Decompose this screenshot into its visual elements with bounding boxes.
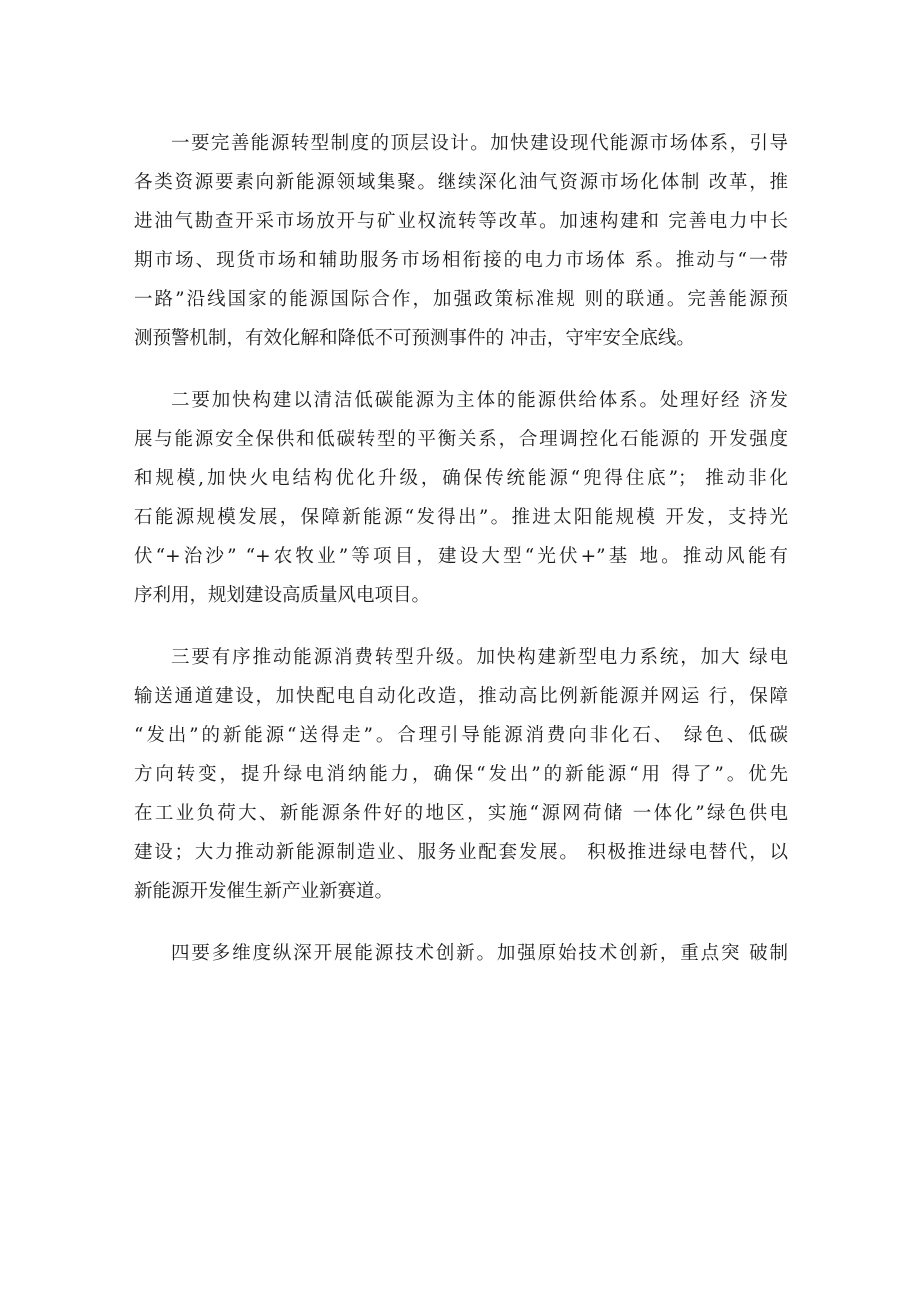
paragraph-3 [134,638,788,911]
document-body [134,124,788,973]
paragraph-2 [134,381,788,615]
paragraph-line: 序利用，规划建设高质量风电项目。 [134,585,431,606]
paragraph-line: 期市场、现货市场和辅助服务市场相衔接的电力市场体 系。推动与“一带 [134,250,788,271]
paragraph-4 [134,934,788,973]
paragraph-line: 测预警机制，有效化解和降低不可预测事件的 冲击，守牢安全底线。 [134,328,695,349]
paragraph-line: 和规模,加快火电结构优化升级，确保传统能源“兜得住底”； 推动非化 [134,468,788,489]
paragraph-1 [134,124,788,358]
paragraph-gap [134,615,788,638]
paragraph-line: 一路”沿线国家的能源国际合作，加强政策标准规 则的联通。完善能源预 [134,289,788,310]
paragraph-gap [134,911,788,934]
paragraph-line: 输送通道建设，加快配电自动化改造，推动高比例新能源并网运 行，保障 [134,686,788,707]
paragraph-gap [134,358,788,381]
paragraph-line: 石能源规模发展，保障新能源“发得出”。推进太阳能规模 开发，支持光 [134,507,788,528]
paragraph-line: 展与能源安全保供和低碳转型的平衡关系，合理调控化石能源的 开发强度 [134,429,788,450]
paragraph-line: 进油气勘查开采市场放开与矿业权流转等改革。加速构建和 完善电力中长 [134,211,788,232]
paragraph-line: 一要完善能源转型制度的顶层设计。加快建设现代能源市场体系，引导 [171,133,788,154]
paragraph-line: 二要加快构建以清洁低碳能源为主体的能源供给体系。处理好经 济发 [171,390,788,411]
paragraph-line: 伏“+治沙” “+农牧业”等项目，建设大型“光伏+”基 地。推动风能有 [134,546,788,567]
paragraph-line: 四要多维度纵深开展能源技术创新。加强原始技术创新，重点突 破制 [171,943,788,964]
paragraph-line: 三要有序推动能源消费转型升级。加快构建新型电力系统，加大 绿电 [171,647,788,668]
paragraph-line: 各类资源要素向新能源领域集聚。继续深化油气资源市场化体制 改革，推 [134,172,788,193]
paragraph-line: 新能源开发催生新产业新赛道。 [134,881,394,902]
paragraph-line: “发出”的新能源“送得走”。合理引导能源消费向非化石、 绿色、低碳 [134,725,788,746]
paragraph-line: 在工业负荷大、新能源条件好的地区，实施“源网荷储 一体化”绿色供电 [134,803,788,824]
paragraph-line: 建设；大力推动新能源制造业、服务业配套发展。 积极推进绿电替代，以 [134,842,788,863]
paragraph-line: 方向转变，提升绿电消纳能力，确保“发出”的新能源“用 得了”。优先 [134,764,788,785]
